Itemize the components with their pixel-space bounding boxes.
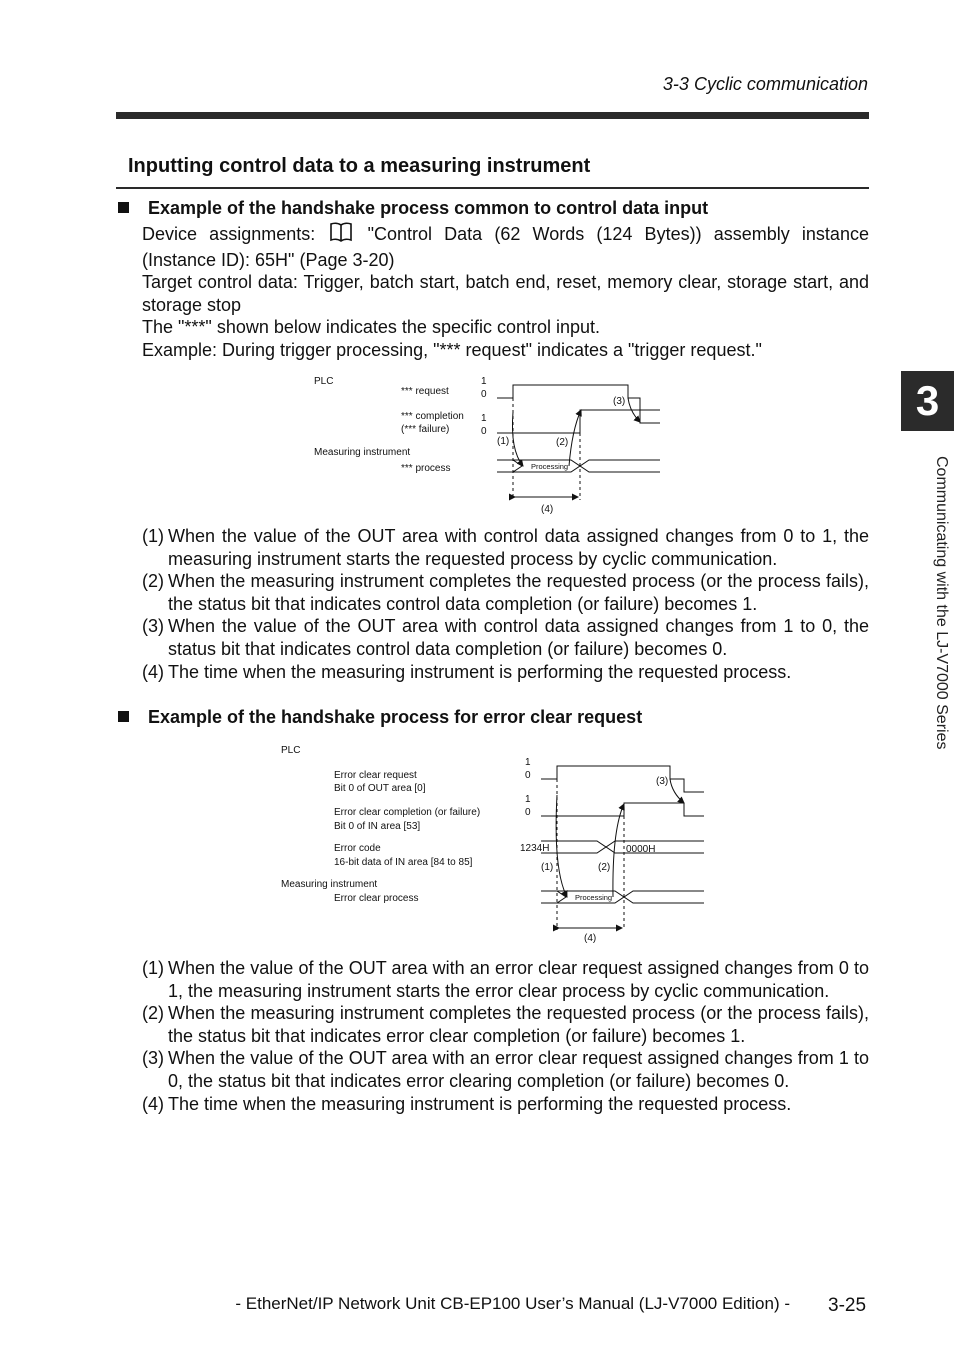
- d2-instrument-label: Measuring instrument: [281, 879, 378, 890]
- d2-arrow-1: [556, 795, 567, 897]
- d2-request-label: Error clear request: [334, 770, 417, 781]
- d1-marker-3: (3): [613, 396, 626, 407]
- list-item: (4) The time when the measuring instrument is performing the requested process.: [142, 1093, 792, 1114]
- device-assignments: Device assignments: "Control Data (62 Words (124 Bytes)) assembly instance (Instance ID): 65H" (Page 3-20): [142, 221, 869, 271]
- d2-marker-4: (4): [584, 933, 597, 944]
- d2-error-code-sub: 16-bit data of IN area [84 to 85]: [334, 857, 473, 868]
- d1-arrow-2: [569, 410, 581, 466]
- list-item: (1) When the value of the OUT area with control data assigned changes from 0 to 1, the measuring instrument starts the requested process by cyclic communication.: [142, 526, 869, 569]
- list-item: (3) When the value of the OUT area with control data assigned changes from 1 to 0, the status bit that indicates control data completion (or failure) becomes 0.: [142, 616, 869, 659]
- d2-marker-1: (1): [541, 862, 554, 873]
- d1-process-bus: [497, 460, 660, 472]
- d2-error-code-label: Error code: [334, 843, 381, 854]
- d2-processing-label: Processing: [575, 893, 613, 902]
- d2-process-bus: [541, 891, 704, 903]
- d2-completion-zero: 0: [525, 807, 531, 818]
- d1-marker-4: (4): [541, 504, 554, 515]
- d1-completion-one: 1: [481, 413, 487, 424]
- section-rule: [116, 187, 869, 189]
- d1-failure-label: (*** failure): [401, 424, 450, 435]
- example1-description: [142, 221, 869, 362]
- d1-completion-label: *** completion: [401, 411, 464, 422]
- d2-arrow-2: [613, 804, 624, 897]
- list-item: (2) When the measuring instrument completes the requested process (or the process fails), the status bit that indicates error clear completion (or failure) becomes 1.: [142, 1003, 869, 1046]
- trigger-example: Example: During trigger processing, "*** request" indicates a "trigger request.": [142, 339, 762, 360]
- running-header: 3-3 Cyclic communication: [662, 74, 868, 94]
- book-reference-icon: [329, 221, 353, 249]
- list-item: (2) When the measuring instrument completes the requested process (or the process fails), the status bit that indicates control data completion (or failure) becomes 1.: [142, 571, 869, 614]
- d1-marker-2: (2): [556, 437, 569, 448]
- example1-list: [142, 525, 869, 683]
- page-number: 3-25: [828, 1295, 867, 1316]
- d2-code-before: 1234H: [520, 843, 550, 854]
- d2-code-after: 0000H: [626, 844, 656, 855]
- example2-list: [142, 957, 869, 1115]
- d1-process-label: *** process: [401, 463, 451, 474]
- chapter-tab: 3: [901, 371, 954, 431]
- d2-completion-one: 1: [525, 794, 531, 805]
- d2-request-one: 1: [525, 757, 531, 768]
- d2-plc-label: PLC: [281, 745, 301, 756]
- d1-processing-label: Processing: [531, 462, 569, 471]
- list-item: (1) When the value of the OUT area with an error clear request assigned changes from 0 to 1, the measuring instrument starts the error clear process by cyclic communication.: [142, 958, 869, 1001]
- d2-completion-label: Error clear completion (or failure): [334, 807, 481, 818]
- d1-completion-zero: 0: [481, 426, 487, 437]
- list-item: (3) When the value of the OUT area with an error clear request assigned changes from 1 to 0, the status bit that indicates error clearing completion (or failure) becomes 0.: [142, 1048, 869, 1091]
- square-bullet-icon: [118, 202, 129, 213]
- d2-completion-wave: [541, 803, 704, 816]
- d1-instrument-label: Measuring instrument: [314, 447, 411, 458]
- d2-marker-3: (3): [656, 776, 669, 787]
- d2-completion-sub: Bit 0 of IN area [53]: [334, 821, 421, 832]
- d2-request-sub: Bit 0 of OUT area [0]: [334, 783, 426, 794]
- d2-error-code-bus: [541, 841, 704, 853]
- target-control-data: Target control data: Trigger, batch start, batch end, reset, memory clear, storage start, and storage stop: [142, 272, 869, 315]
- d1-request-label: *** request: [401, 386, 449, 397]
- d2-process-label: Error clear process: [334, 893, 419, 904]
- d1-request-one: 1: [481, 376, 487, 387]
- example1-heading: Example of the handshake process common to control data input: [118, 198, 708, 219]
- d1-arrow-1: [512, 412, 523, 466]
- d2-marker-2: (2): [598, 862, 611, 873]
- d1-arrow-3: [628, 398, 640, 422]
- d2-request-zero: 0: [525, 770, 531, 781]
- d2-arrow-3: [670, 779, 684, 803]
- d1-plc-label: PLC: [314, 376, 334, 387]
- d1-completion-wave: [497, 410, 660, 433]
- d1-request-zero: 0: [481, 389, 487, 400]
- header-rule: [116, 112, 869, 119]
- asterisk-note: The "***" shown below indicates the specific control input.: [142, 317, 601, 338]
- list-item: (4) The time when the measuring instrument is performing the requested process.: [142, 661, 792, 682]
- d1-request-wave: [497, 385, 660, 410]
- square-bullet-icon: [118, 711, 129, 722]
- d2-request-wave: [541, 766, 704, 792]
- footer-manual-title: - EtherNet/IP Network Unit CB-EP100 User’s Manual (LJ-V7000 Edition) -: [235, 1294, 790, 1313]
- section-heading: Inputting control data to a measuring instrument: [128, 155, 591, 177]
- chapter-side-label: Communicating with the LJ-V7000 Series: [933, 456, 950, 750]
- d1-marker-1: (1): [497, 436, 510, 447]
- example2-heading: Example of the handshake process for error clear request: [118, 707, 642, 728]
